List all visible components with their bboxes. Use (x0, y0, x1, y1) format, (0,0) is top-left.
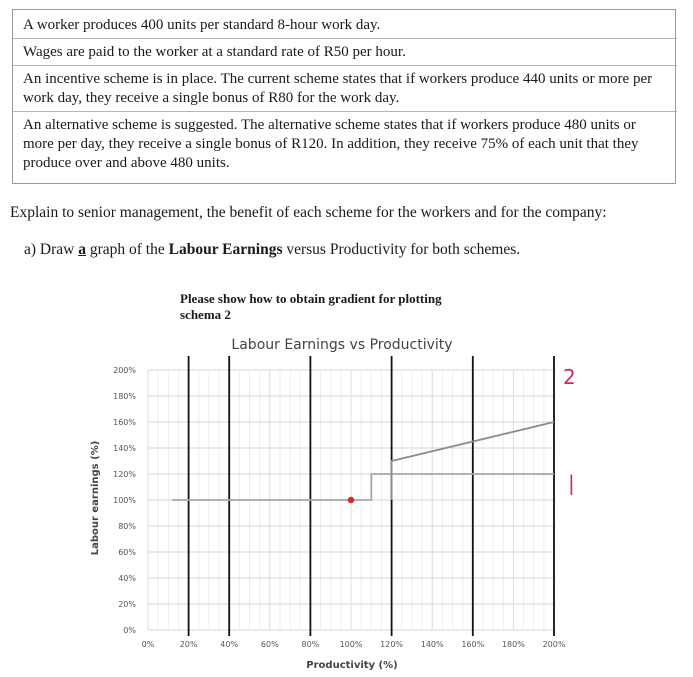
instruction-text: Explain to senior management, the benefit of each scheme for the workers and for the company: (10, 204, 607, 221)
part-a-suffix: versus Productivity for both schemes. (282, 241, 521, 258)
y-tick-label: 80% (118, 522, 136, 531)
y-axis-label: Labour earnings (%) (90, 440, 101, 556)
y-tick-labels (113, 366, 136, 635)
y-tick-label: 200% (113, 366, 136, 375)
labour-earnings-chart (80, 330, 620, 675)
problem-line-1: A worker produces 400 units per standard 8-hour work day. (23, 17, 381, 33)
part-a-emphasis: a (78, 241, 86, 258)
y-tick-label: 60% (118, 548, 136, 557)
y-tick-label: 120% (113, 470, 136, 479)
x-tick-label: 100% (339, 640, 363, 649)
scheme-1-annotation: | (568, 471, 575, 495)
x-tick-label: 40% (220, 640, 239, 649)
part-a-bold: Labour Earnings (168, 241, 283, 258)
handwritten-note: Please show how to obtain gradient for plotting schema 2 (180, 291, 442, 322)
problem-line-2: Wages are paid to the worker at a standard rate of R50 per hour. (23, 44, 406, 60)
x-tick-label: 20% (179, 640, 198, 649)
x-tick-label: 160% (461, 640, 485, 649)
x-tick-label: 60% (260, 640, 279, 649)
divider (13, 38, 677, 39)
problem-line-4: An alternative scheme is suggested. The alternative scheme states that if workers produce 480 units or more per day, they receive a single bonus of R120. In addition, they receive 75% of each unit that they produce over and above 480 units. (23, 117, 639, 171)
chart-title: Labour Earnings vs Productivity (231, 337, 453, 353)
y-tick-label: 0% (123, 626, 136, 635)
x-tick-label: 120% (380, 640, 404, 649)
divider (13, 111, 677, 112)
y-tick-label: 160% (113, 418, 136, 427)
y-tick-label: 40% (118, 574, 136, 583)
question-part-a (24, 241, 520, 259)
chart-points (348, 497, 354, 503)
problem-line-3: An incentive scheme is in place. The current scheme states that if workers produce 440 units or more per work day, they receive a single bonus of R80 for the work day. (23, 71, 653, 106)
x-tick-label: 80% (301, 640, 320, 649)
part-a-mid: graph of the (85, 241, 169, 258)
x-tick-label: 200% (542, 640, 566, 649)
x-tick-label: 0% (141, 640, 155, 649)
x-axis-label: Productivity (%) (306, 660, 398, 671)
y-tick-label: 180% (113, 392, 136, 401)
x-tick-label: 140% (420, 640, 444, 649)
y-tick-label: 140% (113, 444, 136, 453)
part-a-prefix: a) Draw (24, 241, 79, 258)
x-tick-label: 180% (501, 640, 525, 649)
y-tick-label: 20% (118, 600, 136, 609)
data-point (348, 497, 354, 503)
scheme-2-annotation: 2 (563, 365, 576, 389)
y-tick-label: 100% (113, 496, 136, 505)
divider (13, 65, 677, 66)
problem-box (12, 9, 676, 184)
x-tick-labels (142, 640, 566, 649)
